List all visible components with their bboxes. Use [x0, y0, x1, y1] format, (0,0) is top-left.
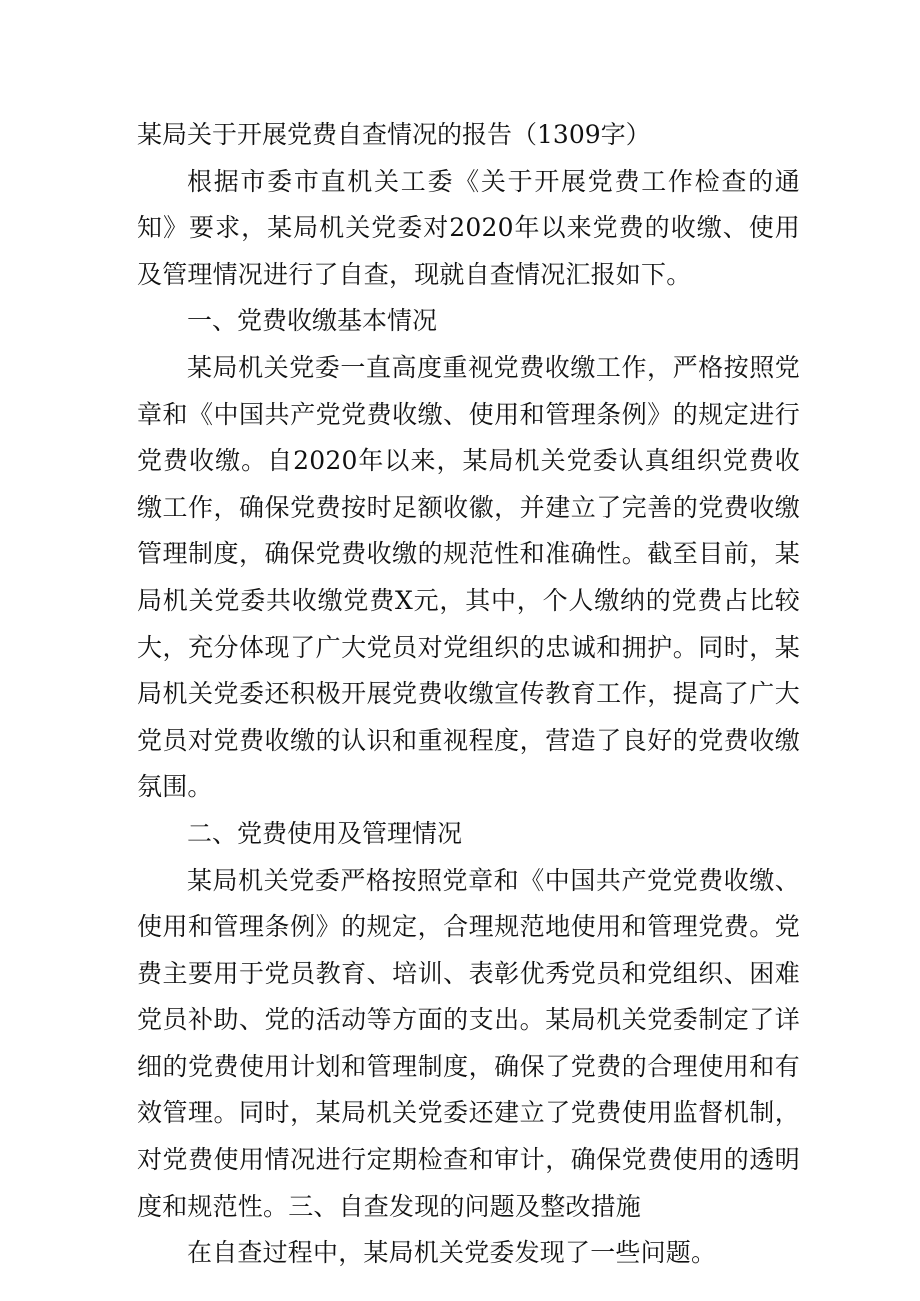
- section-2-paragraph: 某局机关党委严格按照党章和《中国共产党党费收缴、使用和管理条例》的规定，合理规范地使用和管理党费。党费主要用于党员教育、培训、表彰优秀党员和党组织、困难党员补助、党的活动等方面的支出。某局机关党委制定了详细的党费使用计划和管理制度，确保了党费的合理使用和有效管理。同时，某局机关党委还建立了党费使用监督机制，对党费使用情况进行定期检查和审计，确保党费使用的透明度和规范性。三、自查发现的问题及整改措施: [137, 865, 800, 1221]
- section-2-heading: 二、党费使用及管理情况: [187, 818, 463, 848]
- document-title: 某局关于开展党费自查情况的报告（1309字）: [137, 120, 651, 149]
- section-3-paragraph: 在自查过程中，某局机关党委发现了一些问题。: [187, 1238, 717, 1268]
- section-1-heading: 一、党费收缴基本情况: [187, 306, 438, 336]
- section-1-paragraph: 某局机关党委一直高度重视党费收缴工作，严格按照党章和《中国共产党党费收缴、使用和管理条例》的规定进行党费收缴。自2020年以来，某局机关党委认真组织党费收缴工作，确保党费按时足额收徽，并建立了完善的党费收缴管理制度，确保党费收缴的规范性和准确性。截至目前，某局机关党委共收缴党费X元，其中，个人缴纳的党费占比较大，充分体现了广大党员对党组织的忠诚和拥护。同时，某局机关党委还积极开展党费收缴宣传教育工作，提高了广大党员对党费收缴的认识和重视程度，营造了良好的党费收缴氛围。: [137, 352, 800, 802]
- intro-paragraph: 根据市委市直机关工委《关于开展党费工作检查的通知》要求，某局机关党委对2020年以来党费的收缴、使用及管理情况进行了自查，现就自查情况汇报如下。: [137, 166, 800, 289]
